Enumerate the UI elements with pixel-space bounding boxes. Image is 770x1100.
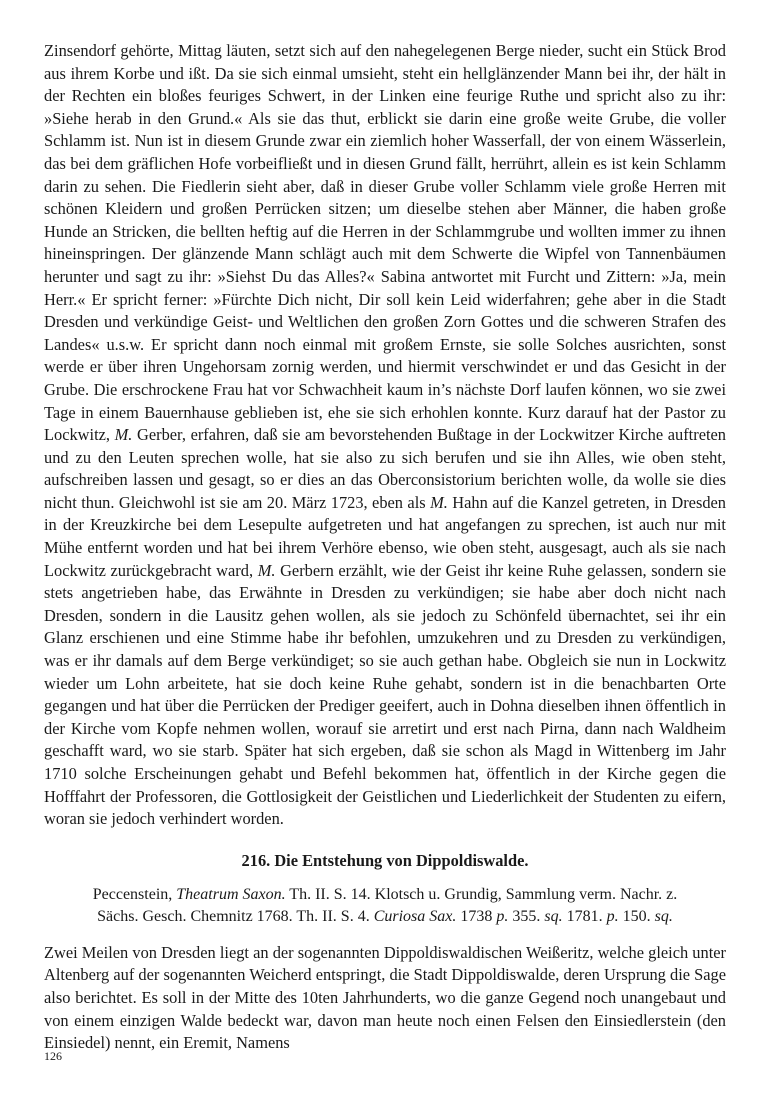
page-number: 126 <box>44 1049 62 1063</box>
citation-title: Theatrum Saxon. <box>176 885 286 903</box>
section-heading: 216. Die Entstehung von Dippoldiswalde. <box>241 850 529 870</box>
citation-segment: 355. <box>508 907 545 925</box>
citation-segment: 1781. <box>562 907 607 925</box>
citation-segment: 150. <box>618 907 655 925</box>
abbreviation-magister: M. <box>114 425 133 445</box>
body-paragraph-1 <box>44 40 726 831</box>
paragraph-1-segment: Gerber, erfahren, daß sie am bevorstehenden Bußtage in der Lockwitzer Kirche auftreten und zu den Leuten sprechen wolle, hat sie also zu sich berufen und sie ihn Alles, wie oben steht, aufschreiben lassen und gesagt, so er dies an das Oberconsistorium berichten wolle, da wolle sie dies nicht thun. Gleichwohl ist sie am 20. März 1723, eben als <box>44 425 726 512</box>
citation-title: Curiosa Sax. <box>373 907 457 925</box>
abbreviation-magister: M. <box>257 560 276 580</box>
paragraph-2-segment: Zwei Meilen von Dresden liegt an der sogenannten Dippoldiswaldischen Weißeritz, welche gleich unter Altenberg auf der sogenannten Weicherd entspringt, die Stadt Dippoldiswalde, deren Ursprung die Sage also berichtet. Es soll in der Mitte des 10ten Jahrhunderts, wo die ganze Gegend noch unangebaut und von einem einzigen Walde bedeckt war, davon man heute noch einen Felsen den Einsiedlerstein (den Einsiedel) nennt, ein Eremit, Namens <box>44 942 726 1053</box>
abbreviation-magister: M. <box>430 492 448 512</box>
source-citation <box>82 884 688 928</box>
paragraph-1-segment: Zinsendorf gehörte, Mittag läuten, setzt sich auf den nahegelegenen Berge nieder, sucht ein Stück Brod aus ihrem Korbe und ißt. Da sie sich einmal umsieht, steht ein hellglänzender Mann bei ihr, der hält in der Rechten ein bloßes feuriges Schwert, in der Linken eine feurige Ruthe und spricht also zu ihr: »Siehe herab in den Grund.« Als sie das thut, erblickt sie darin eine große weite Grube, die voller Schlamm ist. Nun ist in diesem Grunde zwar ein ziemlich hoher Wasserfall, der von einem Wässerlein, das bei dem gräflichen Hofe vorbeifließt und in diesen Grund fällt, herrührt, allein es ist kein Schlamm darin zu sehen. Die Fiedlerin sieht aber, daß in dieser Grube voller Schlamm viele große Herren mit schönen Kleidern und großen Perrücken sitzen; um dieselbe stehen aber Männer, die haben große Hunde an Stricken, die bellten heftig auf die Herren in der Schlammgrube und wollten immer zu ihnen hineinspringen. Der glänzende Mann schlägt auch mit dem Schwerte die Wipfel von Tannenbäumen herunter und sagt zu ihr: »Siehst Du das Alles?« Sabina antwortet mit Furcht und Zittern: »Ja, mein Herr.« Er spricht ferner: »Fürchte Dich nicht, Dir soll kein Leid widerfahren; gehe aber in die Stadt Dresden und verkündige Geist- und Weltlichen den großen Zorn Gottes und die schweren Strafen des Landes« u.s.w. Er spricht dann noch einmal mit großem Ernste, sie solle Solches ausrichten, sonst werde er über ihren Ungehorsam zornig werden, und hiermit verschwindet er und das Gesicht in der Grube. Die erschrockene Frau hat vor Schwachheit kaum in’s nächste Dorf laufen können, wo sie zwei Tage in einem Bauernhause geblieben ist, ehe sie sich erhohlen konnte. Kurz darauf hat der Pastor zu Lockwitz, <box>44 41 726 445</box>
body-paragraph-2 <box>44 942 726 1055</box>
citation-segment: Th. II. S. 14. Klotsch u. Grundig, Sammlung verm. Nachr. z. Sächs. Gesch. Chemnitz 1768. Th. II. S. 4. <box>97 885 678 925</box>
citation-abbreviation: sq. <box>544 907 563 925</box>
citation-segment: 1738 <box>456 907 497 925</box>
paragraph-1-segment: Hahn auf die Kanzel getreten, in Dresden in der Kreuzkirche bei dem Lesepulte aufgetreten und hat angefangen zu sprechen, ist auch nur mit Mühe entfernt worden und hat bei ihrem Verhöre ebenso, wie oben steht, ausgesagt, auch als sie nach Lockwitz zurückgebracht ward, <box>44 492 726 580</box>
citation-abbreviation: sq. <box>654 907 673 925</box>
citation-abbreviation: p. <box>496 907 509 925</box>
citation-segment: Peccenstein, <box>92 885 177 903</box>
citation-abbreviation: p. <box>606 907 619 925</box>
paragraph-1-segment: Gerbern erzählt, wie der Geist ihr keine Ruhe gelassen, sondern sie stets angetrieben habe, das Erwähnte in Dresden zu verkündigen; sie habe aber doch nicht nach Dresden, sondern in die Lausitz gehen wollen, als sie jedoch zu Schönfeld übernachtet, sei ihr ein Glanz erschienen und eine Stimme habe ihr befohlen, umzukehren und zu Dresden zu verkündigen, was er ihr damals auf dem Berge verkündiget; so sie auch gethan habe. Obgleich sie nun in Lockwitz wieder um Lohn arbeitete, hat sie doch keine Ruhe gehabt, sondern ist in die benachbarten Orte gegangen und hat über die Perrücken der Prediger geeifert, auch in Dohna dieselben ihnen öffentlich in der Kirche vom Kopfe nehmen wollen, worauf sie arretirt und erst nach Pirna, dann nach Waldheim geschafft ward, wo sie starb. Später hat sich ergeben, daß sie schon als Magd in Wittenberg im Jahr 1710 solche Erscheinungen gehabt und Befehl bekommen hat, öffentlich in der Kirche gegen die Hofffahrt der Professoren, die Gottlosigkeit der Geistlichen und Liederlichkeit der Studenten zu eifern, woran sie jedoch verhindert worden. <box>44 560 727 829</box>
book-page <box>44 40 726 1055</box>
